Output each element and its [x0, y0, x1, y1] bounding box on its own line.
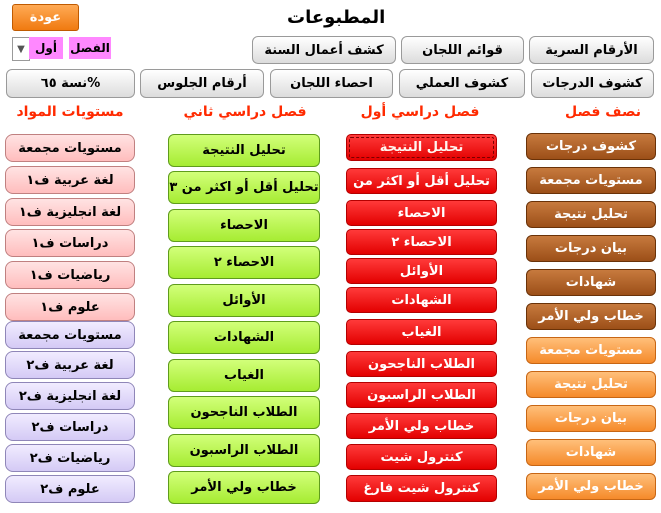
half-term-item[interactable]: خطاب ولي الأمر: [526, 303, 656, 330]
back-button[interactable]: عودة: [12, 4, 79, 31]
levels-item[interactable]: علوم ف٢: [5, 475, 135, 503]
half-term-item[interactable]: خطاب ولي الأمر: [526, 473, 656, 500]
chevron-down-icon: ▼: [17, 43, 25, 55]
term1-item[interactable]: كنترول شيت فارغ: [346, 475, 497, 502]
term2-header: فصل دراسي ثاني: [183, 104, 307, 120]
term2-item[interactable]: الاحصاء ٢: [168, 246, 320, 279]
term1-item[interactable]: الغياب: [346, 319, 497, 345]
levels-item[interactable]: لغة انجليزية ف٢: [5, 382, 135, 410]
term1-header: فصل دراسي أول: [360, 104, 480, 120]
committee-lists-button[interactable]: قوائم اللجان: [401, 36, 524, 64]
term1-item[interactable]: الأوائل: [346, 258, 497, 284]
term1-item[interactable]: تحليل أقل أو اكثر من: [346, 168, 497, 194]
half-term-item[interactable]: مستويات مجمعة: [526, 167, 656, 194]
levels-item[interactable]: رياضيات ف٢: [5, 444, 135, 472]
term2-item[interactable]: الشهادات: [168, 321, 320, 354]
term2-item[interactable]: الغياب: [168, 359, 320, 392]
term-dropdown-arrow[interactable]: [12, 37, 30, 61]
term1-item[interactable]: خطاب ولي الأمر: [346, 413, 497, 439]
term2-item[interactable]: خطاب ولي الأمر: [168, 471, 320, 504]
half-term-item[interactable]: كشوف درجات: [526, 133, 656, 160]
levels-item[interactable]: مستويات مجمعة: [5, 321, 135, 349]
term1-item[interactable]: الاحصاء: [346, 200, 497, 226]
levels-header: مستويات المواد: [16, 104, 124, 120]
page-title: المطبوعات: [287, 7, 386, 28]
half-term-item[interactable]: شهادات: [526, 439, 656, 466]
grade-sheets-button[interactable]: كشوف الدرجات: [531, 69, 654, 98]
levels-item[interactable]: مستويات مجمعة: [5, 134, 135, 162]
half-term-header: نصف فصل: [564, 104, 642, 120]
half-term-item[interactable]: بيان درجات: [526, 235, 656, 262]
half-term-item[interactable]: شهادات: [526, 269, 656, 296]
half-term-item[interactable]: تحليل نتيجة: [526, 201, 656, 228]
percent-65-button[interactable]: نسة ٦٥%: [6, 69, 135, 98]
levels-item[interactable]: لغة عربية ف١: [5, 166, 135, 194]
term2-item[interactable]: الاحصاء: [168, 209, 320, 242]
term2-item[interactable]: تحليل النتيجة: [168, 134, 320, 167]
term-value[interactable]: أول: [29, 37, 63, 59]
seat-numbers-button[interactable]: أرقام الجلوس: [140, 69, 264, 98]
committee-stats-button[interactable]: احصاء اللجان: [270, 69, 393, 98]
term-label: الفصل: [69, 37, 111, 59]
term1-item[interactable]: تحليل النتيجة: [346, 134, 497, 161]
levels-item[interactable]: لغة انجليزية ف١: [5, 198, 135, 226]
practical-sheets-button[interactable]: كشوف العملي: [399, 69, 525, 98]
year-work-sheet-button[interactable]: كشف أعمال السنة: [252, 36, 396, 64]
secret-numbers-button[interactable]: الأرقام السرية: [529, 36, 654, 64]
term1-item[interactable]: كنترول شيت: [346, 444, 497, 470]
term1-item[interactable]: الطلاب الراسبون: [346, 382, 497, 408]
levels-item[interactable]: رياضيات ف١: [5, 261, 135, 289]
term2-item[interactable]: الطلاب الراسبون: [168, 434, 320, 467]
term2-item[interactable]: تحليل أقل أو اكثر من ٣: [168, 171, 320, 204]
levels-item[interactable]: علوم ف١: [5, 293, 135, 321]
term2-item[interactable]: الطلاب الناجحون: [168, 396, 320, 429]
half-term-item[interactable]: مستويات مجمعة: [526, 337, 656, 364]
term1-item[interactable]: الاحصاء ٢: [346, 229, 497, 255]
term1-item[interactable]: الطلاب الناجحون: [346, 351, 497, 377]
half-term-item[interactable]: بيان درجات: [526, 405, 656, 432]
term1-item[interactable]: الشهادات: [346, 287, 497, 313]
levels-item[interactable]: دراسات ف٢: [5, 413, 135, 441]
term2-item[interactable]: الأوائل: [168, 284, 320, 317]
half-term-item[interactable]: تحليل نتيجة: [526, 371, 656, 398]
levels-item[interactable]: لغة عربية ف٢: [5, 351, 135, 379]
levels-item[interactable]: دراسات ف١: [5, 229, 135, 257]
